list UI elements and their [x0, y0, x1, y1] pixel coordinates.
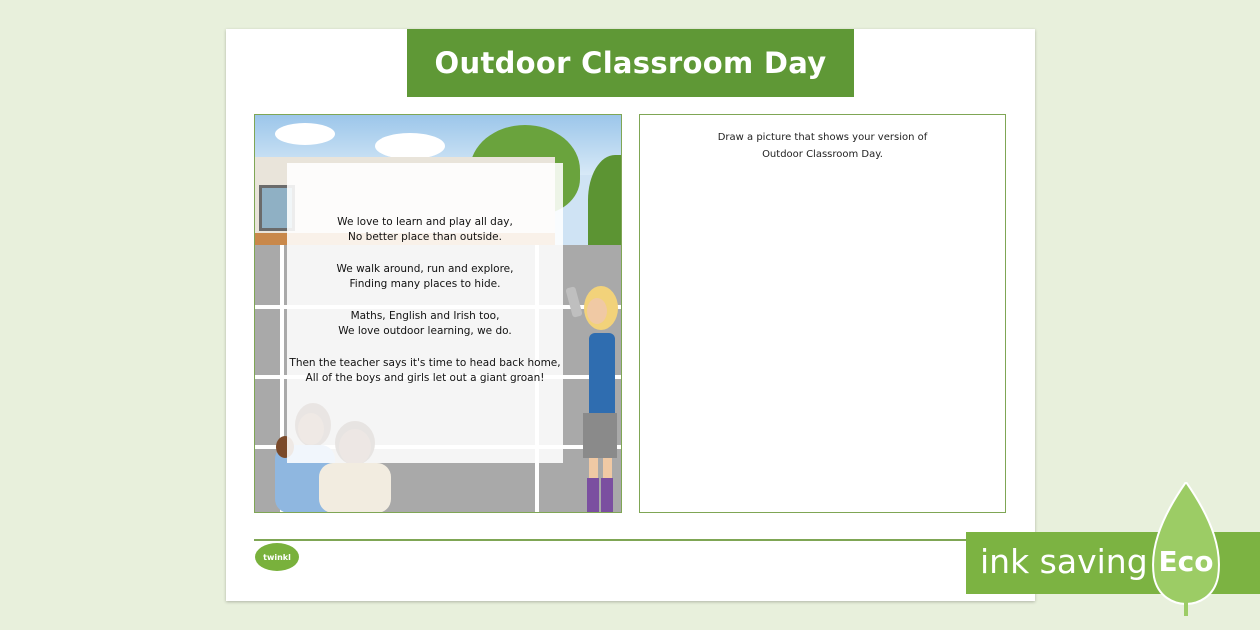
poem-stanza: [287, 262, 563, 292]
poem-line: No better place than outside.: [348, 231, 502, 243]
drawing-panel: [639, 114, 1006, 513]
drawing-prompt-line: Outdoor Classroom Day.: [762, 149, 883, 160]
poem-box: [287, 163, 563, 463]
eco-label: Eco: [1158, 545, 1214, 578]
title-banner: [407, 29, 854, 97]
twinkl-logo: [255, 543, 299, 571]
drawing-prompt-line: Draw a picture that shows your version of: [717, 132, 928, 143]
poem-line: Maths, English and Irish too,: [350, 310, 500, 322]
page-title: Outdoor Classroom Day: [434, 46, 827, 80]
poem-line: All of the boys and girls let out a giant groan!: [305, 372, 545, 384]
footer-divider: [254, 539, 1007, 541]
poem-picture-panel: [254, 114, 622, 513]
drawing-prompt: [640, 129, 1005, 163]
ink-saving-label: ink saving: [980, 542, 1148, 581]
poem-stanza: [287, 215, 563, 245]
logo-text: twinkl: [263, 552, 291, 562]
poem-line: Then the teacher says it's time to head back home,: [289, 357, 561, 369]
poem-line: We love outdoor learning, we do.: [338, 325, 512, 337]
poem-line: Finding many places to hide.: [349, 278, 501, 290]
poem-line: We walk around, run and explore,: [336, 263, 514, 275]
poem-line: We love to learn and play all day,: [337, 216, 513, 228]
poem-stanza: [287, 309, 563, 339]
worksheet-page: [226, 29, 1035, 601]
girl-with-telescope-illustration: [561, 273, 621, 513]
cloud: [375, 133, 445, 159]
poem-stanza: [287, 356, 563, 386]
cloud: [275, 123, 335, 145]
